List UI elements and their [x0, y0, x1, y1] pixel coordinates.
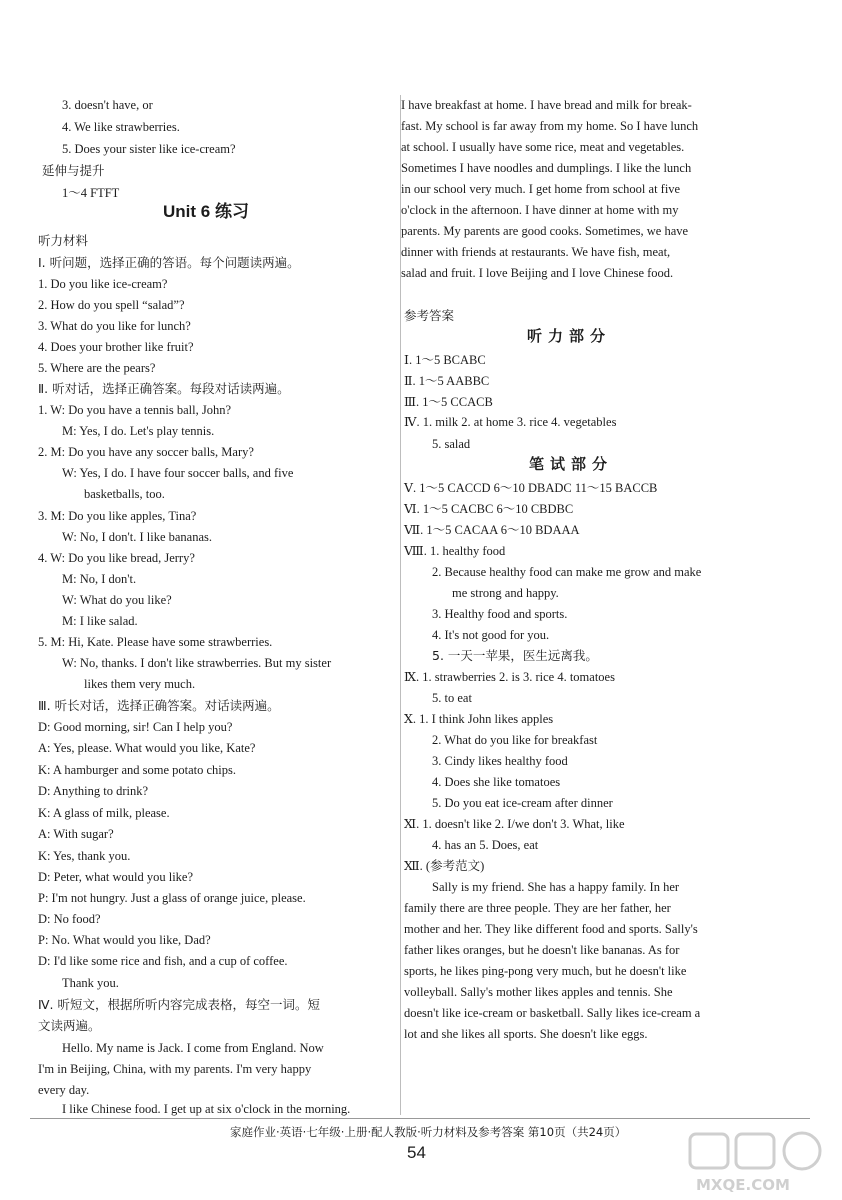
right-line: at school. I usually have some rice, meat and vegetables. — [401, 140, 685, 154]
left-line: 3. M: Do you like apples, Tina? — [38, 509, 197, 523]
left-line: 5. M: Hi, Kate. Please have some strawberries. — [38, 635, 273, 649]
right-line: Sally is my friend. She has a happy family. In her — [432, 880, 680, 894]
left-line: 2. M: Do you have any soccer balls, Mary? — [38, 445, 254, 459]
footer-text: 家庭作业·英语·七年级·上册·配人教版·听力材料及参考答案 第10页（共24页） — [230, 1125, 627, 1139]
left-line: P: No. What would you like, Dad? — [38, 933, 211, 947]
right-line: 4. has an 5. Does, eat — [432, 838, 539, 852]
left-line: A: With sugar? — [38, 827, 114, 841]
left-line: W: What do you like? — [62, 593, 172, 607]
right-line: father likes oranges, but he doesn't like bananas. As for — [404, 943, 680, 957]
right-line: 3. Healthy food and sports. — [432, 607, 568, 621]
watermark-logo — [688, 1128, 836, 1196]
right-line: fast. My school is far away from my home. So I have lunch — [401, 119, 699, 133]
left-line: 5. Where are the pears? — [38, 361, 156, 375]
left-line: D: Anything to drink? — [38, 784, 149, 798]
left-line: likes them very much. — [84, 677, 196, 691]
left-line: Ⅳ. 听短文，根据所听内容完成表格，每空一词。短 — [38, 997, 320, 1012]
right-line: family there are three people. They are her father, her — [404, 901, 671, 915]
left-line: 4. W: Do you like bread, Jerry? — [38, 551, 195, 565]
right-line: 4. Does she like tomatoes — [432, 775, 561, 789]
right-line: Ⅱ. 1～5 AABBC — [404, 374, 490, 388]
left-line: Ⅰ. 听问题，选择正确的答语。每个问题读两遍。 — [38, 255, 300, 270]
svg-text:MXQE.COM: MXQE.COM — [696, 1176, 790, 1194]
right-line: volleyball. Sally's mother likes apples and tennis. She — [404, 985, 673, 999]
left-line: Ⅱ. 听对话，选择正确答案。每段对话读两遍。 — [38, 381, 290, 396]
right-line: doesn't like ice-cream or basketball. Sally likes ice-cream a — [404, 1006, 701, 1020]
right-line: 5. 一天一苹果，医生远离我。 — [432, 648, 598, 663]
right-line: Ⅳ. 1. milk 2. at home 3. rice 4. vegetables — [404, 415, 617, 429]
column-divider — [400, 95, 401, 1115]
left-line: I'm in Beijing, China, with my parents. I'm very happy — [38, 1062, 312, 1076]
right-line: Ⅶ. 1～5 CACAA 6～10 BDAAA — [404, 523, 580, 537]
right-line: Ⅹ. 1. I think John likes apples — [404, 712, 554, 726]
left-line: 1. W: Do you have a tennis ball, John? — [38, 403, 232, 417]
left-line: 文读两遍。 — [38, 1018, 101, 1033]
footer-rule — [30, 1118, 810, 1119]
right-line: Ⅺ. 1. doesn't like 2. I/we don't 3. What, like — [404, 817, 625, 831]
right-line: dinner with friends at restaurants. We have fish, meat, — [401, 245, 671, 259]
left-line: Hello. My name is Jack. I come from England. Now — [62, 1041, 324, 1055]
left-line: 1～4 FTFT — [62, 186, 120, 200]
right-line: 2. What do you like for breakfast — [432, 733, 598, 747]
right-line: lot and she likes all sports. She doesn't like eggs. — [404, 1027, 648, 1041]
left-line: D: No food? — [38, 912, 101, 926]
left-line: 4. We like strawberries. — [62, 120, 180, 134]
right-line: 5. salad — [432, 437, 471, 451]
right-line: I have breakfast at home. I have bread and milk for break- — [401, 98, 692, 112]
right-line: 5. Do you eat ice-cream after dinner — [432, 796, 613, 810]
left-line: 听力材料 — [38, 233, 89, 248]
right-line: Ⅲ. 1～5 CCACB — [404, 395, 493, 409]
left-line: every day. — [38, 1083, 90, 1097]
right-line: 4. It's not good for you. — [432, 628, 550, 642]
left-line: K: Yes, thank you. — [38, 849, 131, 863]
left-line: W: No, thanks. I don't like strawberries. But my sister — [62, 656, 332, 670]
right-line: Ⅴ. 1～5 CACCD 6～10 DBADC 11～15 BACCB — [404, 481, 658, 495]
left-line: Thank you. — [62, 976, 119, 990]
left-line: 延伸与提升 — [42, 163, 105, 178]
left-line: 4. Does your brother like fruit? — [38, 340, 194, 354]
page-number: 54 — [407, 1143, 426, 1162]
right-line: 参考答案 — [404, 308, 455, 323]
right-line: mother and her. They like different food and sports. Sally's — [404, 922, 698, 936]
right-line: Ⅵ. 1～5 CACBC 6～10 CBDBC — [404, 502, 574, 516]
left-line: W: No, I don't. I like bananas. — [62, 530, 213, 544]
left-line: 5. Does your sister like ice-cream? — [62, 142, 236, 156]
left-line: W: Yes, I do. I have four soccer balls, and five — [62, 466, 294, 480]
left-line: M: No, I don't. — [62, 572, 137, 586]
right-line: in our school very much. I get home from school at five — [401, 182, 681, 196]
right-line: o'clock in the afternoon. I have dinner at home with my — [401, 203, 679, 217]
left-line: D: Peter, what would you like? — [38, 870, 194, 884]
right-line: Sometimes I have noodles and dumplings. I like the lunch — [401, 161, 692, 175]
left-line: I like Chinese food. I get up at six o'clock in the morning. — [62, 1102, 351, 1116]
left-line: K: A hamburger and some potato chips. — [38, 763, 237, 777]
left-line: 1. Do you like ice-cream? — [38, 277, 168, 291]
right-line: sports, he likes ping-pong very much, but he doesn't like — [404, 964, 687, 978]
right-line: 听力部分 — [527, 327, 612, 345]
right-line: 2. Because healthy food can make me grow and make — [432, 565, 702, 579]
left-line: M: Yes, I do. Let's play tennis. — [62, 424, 215, 438]
left-line: Ⅲ. 听长对话，选择正确答案。对话读两遍。 — [38, 698, 280, 713]
right-line: Ⅻ. (参考范文) — [404, 859, 485, 873]
right-line: 3. Cindy likes healthy food — [432, 754, 568, 768]
left-line: 3. What do you like for lunch? — [38, 319, 191, 333]
right-line: Ⅸ. 1. strawberries 2. is 3. rice 4. tomatoes — [404, 670, 615, 684]
right-line: 笔试部分 — [529, 455, 614, 473]
left-line: 2. How do you spell “salad”? — [38, 298, 185, 312]
right-line: Ⅷ. 1. healthy food — [404, 544, 506, 558]
right-line: parents. My parents are good cooks. Sometimes, we have — [401, 224, 689, 238]
left-line: 3. doesn't have, or — [62, 98, 153, 112]
left-line: A: Yes, please. What would you like, Kate? — [38, 741, 256, 755]
left-line: Unit 6 练习 — [163, 202, 249, 221]
left-line: K: A glass of milk, please. — [38, 806, 170, 820]
left-line: P: I'm not hungry. Just a glass of orange juice, please. — [38, 891, 306, 905]
right-line: Ⅰ. 1～5 BCABC — [404, 353, 486, 367]
left-line: D: I'd like some rice and fish, and a cup of coffee. — [38, 954, 288, 968]
left-line: M: I like salad. — [62, 614, 138, 628]
left-line: D: Good morning, sir! Can I help you? — [38, 720, 233, 734]
right-line: me strong and happy. — [452, 586, 559, 600]
left-line: basketballs, too. — [84, 487, 165, 501]
right-line: 5. to eat — [432, 691, 472, 705]
right-line: salad and fruit. I love Beijing and I love Chinese food. — [401, 266, 674, 280]
